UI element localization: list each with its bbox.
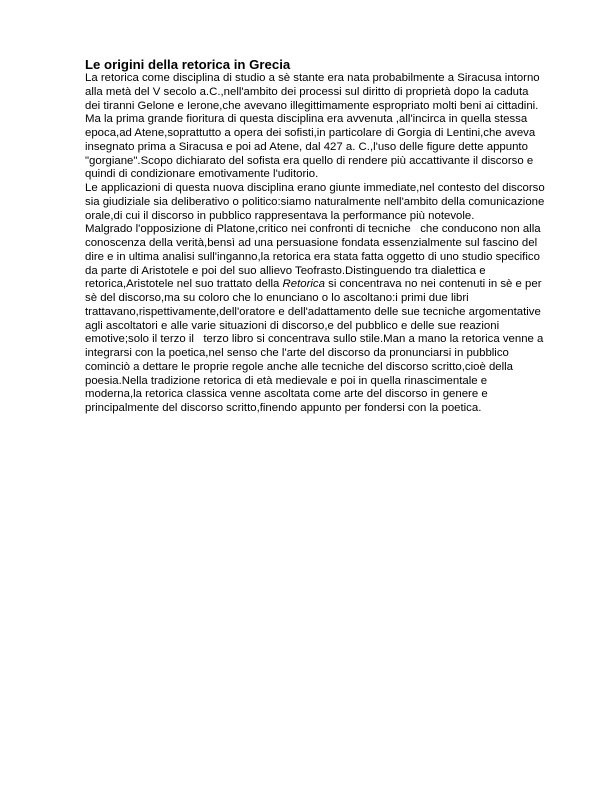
text-line: orale,di cui il discorso in pubblico rappresentava la performance più notevole. (85, 209, 475, 222)
text-line: insegnato prima a Siracusa e poi ad Atene, dal 427 a. C.,l'uso delle figure dette appunto (85, 140, 528, 153)
text-line: agli ascoltatori e alle varie situazioni di discorso,e del pubblico e delle sue reazioni (85, 319, 500, 332)
text-line: sè del discorso,ma su coloro che lo enunciano o lo ascoltano:i primi due libri (85, 292, 469, 304)
text-line: dire e in ultima analisi sull'inganno,la retorica era stata fatta oggetto di uno studio specifico (85, 250, 540, 263)
text-line: principalmente del discorso scritto,finendo appunto per fondersi con la poetica. (85, 402, 482, 414)
text-line: Ma la prima grande fioritura di questa disciplina era avvenuta ,all'incirca in quella stessa (85, 113, 528, 126)
text-segment: si concentrava no nei contenuti in sè e per (324, 278, 542, 291)
italic-title-retorica: Retorica (282, 278, 325, 291)
text-line: La retorica come disciplina di studio a sè stante era nata probabilmente a Siracusa intorno (85, 72, 540, 84)
document-page (85, 57, 590, 416)
text-segment: retorica,Aristotele nel suo trattato della (85, 278, 283, 291)
text-line: moderna,la retorica classica venne ascoltata come arte del discorso in genere e (85, 388, 488, 401)
text-line: poesia.Nella tradizione retorica di età medievale e poi in quella rinascimentale e (85, 374, 488, 387)
text-line: integrarsi con la poetica,nel senso che l'arte del discorso da pronunciarsi in pubblico (85, 347, 509, 359)
text-line: alla metà del V secolo a.C.,nell'ambito dei processi sul diritto di proprietà dopo la caduta (85, 85, 529, 98)
document-title: Le origini della retorica in Grecia (85, 57, 291, 72)
text-line: cominciò a dettare le proprie regole anche alle tecniche del discorso scritto,cioè della (85, 360, 514, 373)
text-line: conoscenza della verità,bensì ad una persuasione fondata essenzialmente sul fascino del (85, 237, 538, 249)
text-line: emotive;solo il terzo il terzo libro si concentrava sullo stile.Man a mano la retorica venne a (85, 333, 544, 346)
text-line: epoca,ad Atene,soprattutto a opera dei sofisti,in particolare di Gorgia di Lentini,che aveva (85, 127, 536, 139)
text-line-with-italic (85, 278, 590, 292)
text-line: quindi di condizionare emotivamente l'uditorio. (85, 168, 319, 181)
text-line: da parte di Aristotele e poi del suo allievo Teofrasto.Distinguendo tra dialettica e (85, 264, 486, 277)
text-line: sia giudiziale sia deliberativo o politico:siamo naturalmente nell'ambito della comunicazione (85, 195, 545, 208)
text-line: Malgrado l'opposizione di Platone,critico nei confronti di tecniche che conducono non alla (85, 223, 541, 236)
document-body (85, 72, 590, 416)
text-line: Le applicazioni di questa nuova disciplina erano giunte immediate,nel contesto del discorso (85, 182, 545, 194)
text-line: dei tiranni Gelone e Ierone,che avevano illegittimamente espropriato molti beni ai cittadini. (85, 99, 539, 112)
text-line: "gorgiane".Scopo dichiarato del sofista era quello di rendere più accattivante il discorso e (85, 154, 534, 167)
text-line: trattavano,rispettivamente,dell'oratore e dell'adattamento delle sue tecniche argomentative (85, 305, 541, 318)
